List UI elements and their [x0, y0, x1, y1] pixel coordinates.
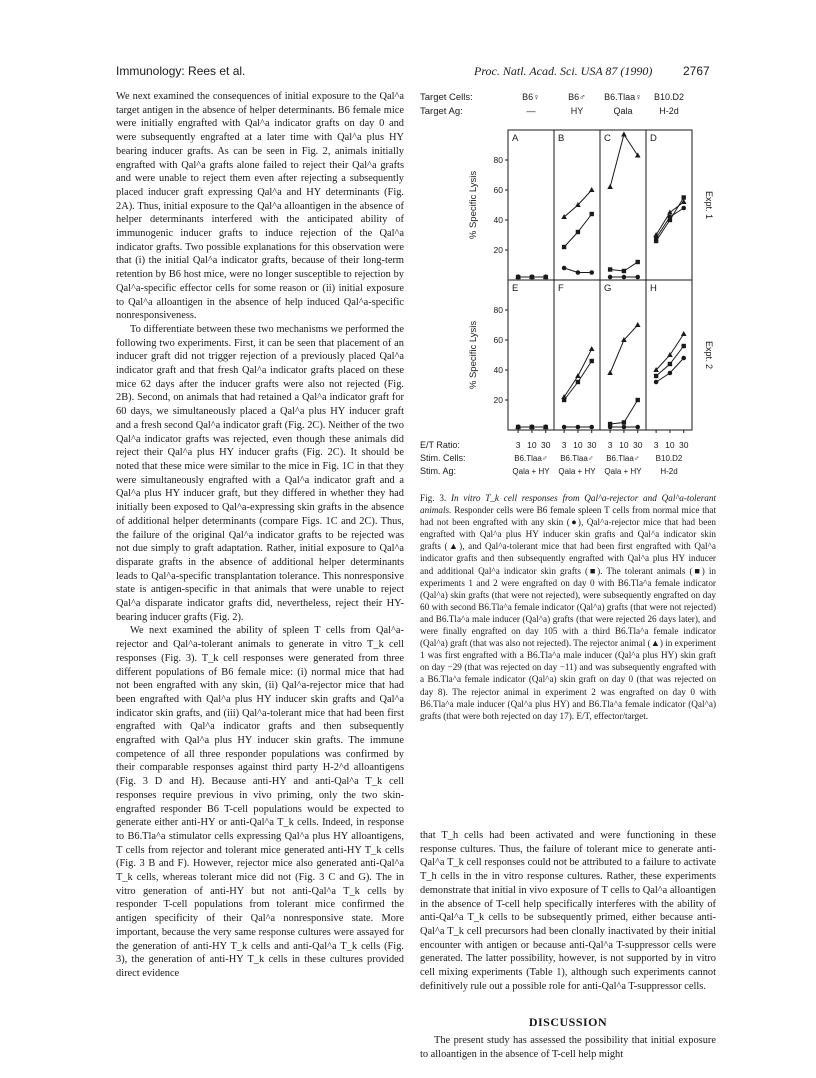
- data-point-tolerant: [636, 398, 640, 402]
- et-value: 3: [653, 440, 659, 450]
- stim-ag-value: Qala + HY: [512, 467, 550, 476]
- y-tick-label: 40: [493, 215, 503, 225]
- target-ag-value: Qala: [613, 106, 633, 116]
- et-value: 10: [573, 440, 583, 450]
- et-value: 3: [561, 440, 567, 450]
- data-point-rejector: [575, 373, 581, 378]
- et-value: 10: [665, 440, 675, 450]
- target-cell-label: B10.D2: [653, 92, 685, 102]
- right-column-text: [420, 829, 716, 993]
- data-point-tolerant: [576, 230, 580, 234]
- data-point-normal: [622, 425, 627, 430]
- data-point-normal: [635, 275, 640, 280]
- running-head-left: Immunology: Rees et al.: [116, 64, 246, 78]
- data-point-tolerant: [562, 245, 566, 249]
- caption-title: In vitro T_k cell responses from Qal^a-rejector and Qal^a-tolerant animals.: [420, 493, 717, 516]
- y-tick-label: 80: [493, 155, 503, 165]
- et-value: 30: [540, 440, 551, 450]
- panel-letter: A: [512, 133, 519, 144]
- data-point-tolerant: [608, 267, 612, 271]
- data-point-tolerant: [544, 275, 548, 279]
- data-point-normal: [589, 425, 594, 430]
- et-value: 10: [619, 440, 629, 450]
- data-point-rejector: [607, 370, 613, 375]
- figure-3: [420, 88, 720, 480]
- data-point-tolerant: [622, 269, 626, 273]
- target-cell-label: B6.Tlaa♀: [604, 92, 642, 102]
- stim-cells-value: B10.D2: [655, 454, 683, 463]
- data-point-tolerant: [622, 420, 626, 424]
- stim-cells-value: B6.Tlaa♂: [560, 454, 594, 463]
- et-value: 3: [515, 440, 521, 450]
- target-ag-value: H-2d: [659, 106, 679, 116]
- et-value: 10: [527, 440, 537, 450]
- target-cell-label: B6♀: [522, 92, 540, 102]
- page-number: 2767: [683, 64, 710, 78]
- panel-letter: E: [512, 283, 519, 294]
- data-point-tolerant: [608, 422, 612, 426]
- data-point-tolerant: [530, 275, 534, 279]
- panel-letter: F: [558, 283, 564, 294]
- data-point-rejector: [667, 210, 673, 215]
- y-tick-label: 20: [493, 395, 503, 405]
- y-axis-label: % Specific Lysis: [468, 320, 479, 390]
- data-point-rejector: [621, 132, 627, 137]
- data-point-tolerant: [668, 218, 672, 222]
- y-tick-label: 80: [493, 305, 503, 315]
- data-point-rejector: [681, 331, 687, 336]
- stim-cells-label: Stim. Cells:: [420, 453, 466, 463]
- target-cells-label: Target Cells:: [420, 92, 473, 103]
- stim-ag-value: Qala + HY: [558, 467, 596, 476]
- experiment-label: Expt. 2: [704, 340, 714, 370]
- series-line-rejector: [610, 325, 638, 373]
- data-point-normal: [622, 275, 627, 280]
- data-point-tolerant: [516, 275, 520, 279]
- stim-cells-value: B6.Tlaa♂: [606, 454, 640, 463]
- data-point-normal: [681, 356, 686, 361]
- data-point-tolerant: [562, 398, 566, 402]
- data-point-rejector: [589, 187, 595, 192]
- target-ag-label: Target Ag:: [420, 106, 463, 117]
- data-point-tolerant: [682, 344, 686, 348]
- target-ag-value: HY: [570, 106, 584, 116]
- et-value: 30: [632, 440, 643, 450]
- data-point-normal: [668, 371, 673, 376]
- target-ag-value: —: [526, 106, 536, 116]
- series-line-normal: [656, 358, 684, 382]
- data-point-tolerant: [590, 212, 594, 216]
- data-point-tolerant: [590, 359, 594, 363]
- data-point-normal: [608, 275, 613, 280]
- series-line-rejector: [610, 135, 638, 188]
- data-point-tolerant: [682, 195, 686, 199]
- data-point-tolerant: [516, 425, 520, 429]
- data-point-tolerant: [668, 362, 672, 366]
- panel-letter: C: [604, 133, 611, 144]
- stim-ag-label: Stim. Ag:: [420, 466, 457, 476]
- paragraph: that T_h cells had been activated and were functioning in these response cultures. Thus, the failure of tolerant mice to generate anti-Qal^a T_k cell responses could not be attributed to a failure to activate T_h cells in the in vitro response cultures. Rather, these experiments demonstrate that initial in vivo exposure of T cells to Qal^a alloantigen in the absence of T-cell help specifically interferes with the ability of anti-Qal^a T_k cells to be subsequently primed, either because anti-Qal^a T_k cell precursors had been clonally inactivated by their initial encounter with antigen or because anti-Qal^a T-suppressor cells were generated. The latter possibility, however, is not supported by in vitro cell mixing experiments (Table 1), although such experiments cannot definitively rule out a possible role for anti-Qal^a T-suppressor cells.: [420, 830, 716, 992]
- caption-text: Responder cells were B6 female spleen T cells from normal mice that had not been engrafted with any skin (●), Qal^a-rejector mice that had been engrafted with Qal^a plus HY inducer skin grafts and Qal^a indicator skin grafts (▲), and Qal^a-tolerant mice that had been first engrafted with Qal^a indicator grafts and then subsequently engrafted with Qal^a plus HY inducer and additional Qal^a indicator skin grafts (■). The tolerant animals (■) in experiments 1 and 2 were engrafted on day 0 with B6.Tla^a female indicator (Qal^a) skin grafts (that were not rejected), were subsequently engrafted on day 60 with second B6.Tla^a female indicator (Qal^a) grafts (that were not rejected) and B6.Tla^a male inducer (Qal^a) grafts (that were rejected 26 days later), and were finally engrafted on day 105 with a third B6.Tla^a female indicator (Qal^a) graft (that was also not rejected). The rejector animal (▲) in experiment 1 was first engrafted with a B6.Tla^a male inducer (Qal^a plus HY) skin graft on day −29 (that was rejected on day −11) and was subsequently engrafted with a B6.Tla^a female indicator (Qal^a) skin graft on day 0 (that was rejected on day 8). The rejector animal in experiment 2 was engrafted on day 0 with B6.Tla^a male inducer (Qal^a plus HY) and B6.Tla^a female indicator (Qal^a) grafts (that were both rejected on day 17). E/T, effector/target.: [420, 505, 717, 721]
- data-point-tolerant: [576, 380, 580, 384]
- data-point-normal: [589, 270, 594, 275]
- caption-label: Fig. 3.: [420, 493, 447, 503]
- data-point-tolerant: [544, 425, 548, 429]
- paragraph: To differentiate between these two mechanisms we performed the following two experiments. First, it can be seen that placement of an inducer graft did not trigger rejection of a previously placed Qal^a indicator graft and that fresh Qal^a indicator grafts placed on these mice 62 days after the inducer grafts were also not rejected (Fig. 2B). Second, on animals that had retained a Qal^a indicator graft for 60 days, we simultaneously placed a Qal^a plus HY inducer graft and a fresh second Qal^a indicator graft (Fig. 2C). Neither of the two Qal^a indicator grafts was rejected, even though these animals did reject their Qal^a plus HY inducer grafts (Fig. 2C). It should be noted that these mice were similar to the mice in Fig. 1C in that they were simultaneously engrafted with a Qal^a indicator graft and a Qal^a plus HY inducer graft, but they differed in whether they had initially been exposed to Qal^a-expressing skin grafts in the absence of additional helper determinants (compare Figs. 1C and 2C). Thus, the failure of the original Qal^a indicator grafts to be rejected was not due simply to graft adaptation. Rather, initial exposure to Qal^a disparate grafts in the absence of additional helper determinants leads to Qal^a-specific transplantation tolerance. This nonresponsive state is antigen-specific in that animals that were unable to reject Qal^a disparate indicator grafts did, nevertheless, reject their HY-bearing inducer grafts (Fig. 2).: [116, 323, 404, 623]
- section-heading: DISCUSSION: [528, 1015, 608, 1029]
- paragraph: We next examined the ability of spleen T cells from Qal^a-rejector and Qal^a-tolerant animals to generate in vitro T_k cell responses (Fig. 3). T_k cell responses were generated from three different populations of B6 female mice: (i) normal mice that had not been engrafted with any skin, (ii) Qal^a-rejector mice that had been engrafted with Qal^a plus HY inducer skin grafts and Qal^a indicator skin grafts, and (iii) Qal^a-tolerant mice that had been first engrafted with Qal^a indicator grafts and then subsequently engrafted with Qal^a plus HY inducer skin grafts. The immune competence of all three responder populations was confirmed by their comparable responses against third party H-2^d alloantigens (Fig. 3 D and H). Because anti-HY and anti-Qal^a T_k cell responses require previous in vivo priming, only the two skin-engrafted responder B6 T-cell populations would be expected to generate either anti-HY or anti-Qal^a T_k cells. Indeed, in response to B6.Tla^a stimulator cells expressing Qal^a plus HY alloantigens, T cells from rejector and tolerant mice generated anti-HY T_k cells (Fig. 3 B and F). However, rejector mice also generated anti-Qal^a T_k cells, whereas tolerant mice did not (Fig. 3 C and G). The in vitro generation of anti-HY but not anti-Qal^a T_k cells by responder T-cell populations from tolerant mice confirmed the antigen specificity of their Qal^a nonresponsive state. More important, because the very same response cultures were assayed for the generation of anti-HY T_k cells and anti-Qal^a T_k cells (Fig. 3), the generation of anti-HY T_k cells in these cultures provided direct evidence: [116, 625, 404, 979]
- data-point-normal: [576, 270, 581, 275]
- left-column: [116, 90, 404, 981]
- et-value: 3: [607, 440, 613, 450]
- data-point-rejector: [607, 184, 613, 189]
- panel-letter: H: [650, 283, 657, 294]
- stim-ag-value: Qala + HY: [604, 467, 642, 476]
- journal-citation: Proc. Natl. Acad. Sci. USA 87 (1990): [474, 64, 653, 78]
- paragraph: The present study has assessed the possibility that initial exposure to alloantigen in the absence of T-cell help might: [420, 1035, 716, 1060]
- data-point-rejector: [589, 346, 595, 351]
- y-tick-label: 60: [493, 185, 503, 195]
- data-point-normal: [635, 425, 640, 430]
- series-line-rejector: [564, 349, 592, 397]
- data-point-rejector: [635, 322, 641, 327]
- y-tick-label: 60: [493, 335, 503, 345]
- data-point-normal: [681, 206, 686, 211]
- data-point-tolerant: [530, 425, 534, 429]
- y-tick-label: 20: [493, 245, 503, 255]
- data-point-tolerant: [654, 374, 658, 378]
- target-cell-label: B6♂: [568, 92, 586, 102]
- panel-letter: B: [558, 133, 565, 144]
- stim-ag-value: H-2d: [660, 467, 678, 476]
- data-point-normal: [562, 425, 567, 430]
- et-value: 30: [586, 440, 597, 450]
- y-axis-label: % Specific Lysis: [468, 170, 479, 240]
- discussion-text: [420, 1034, 716, 1061]
- stim-cells-value: B6.Tlaa♂: [514, 454, 548, 463]
- y-tick-label: 40: [493, 365, 503, 375]
- et-value: 30: [678, 440, 689, 450]
- data-point-normal: [562, 266, 567, 271]
- data-point-tolerant: [654, 239, 658, 243]
- data-point-normal: [576, 425, 581, 430]
- paragraph: We next examined the consequences of initial exposure to the Qal^a target antigen in the absence of helper determinants. B6 female mice were initially engrafted with Qal^a indicator grafts on day 0 and were subsequently engrafted at a later time with Qal^a plus HY bearing inducer grafts. As can be seen in Fig. 2, animals initially engrafted with Qal^a grafts alone failed to reject their Qal^a grafts and were unable to reject them even after rejecting a subsequently placed inducer graft expressing Qal^a and HY determinants (Fig. 2A). Thus, initial exposure to the Qal^a alloantigen in the absence of helper determinants interfered with the anticipated ability of immunogenic inducer grafts to induce rejection of the Qal^a indicator grafts. Two possible explanations for this observation were that (i) the initial Qal^a indicator grafts, because of their long-term retention by B6 host mice, were no longer susceptible to rejection by Qal^a-specific effector cells for some reason or (ii) initial exposure to Qal^a alloantigen in the absence of help induced Qal^a-specific nonresponsiveness.: [116, 91, 404, 322]
- experiment-label: Expt. 1: [704, 190, 714, 220]
- et-ratio-label: E/T Ratio:: [420, 440, 460, 450]
- panel-letter: D: [650, 133, 657, 144]
- data-point-normal: [654, 380, 659, 385]
- figure-caption: [420, 492, 716, 722]
- panel-letter: G: [604, 283, 612, 294]
- data-point-tolerant: [636, 260, 640, 264]
